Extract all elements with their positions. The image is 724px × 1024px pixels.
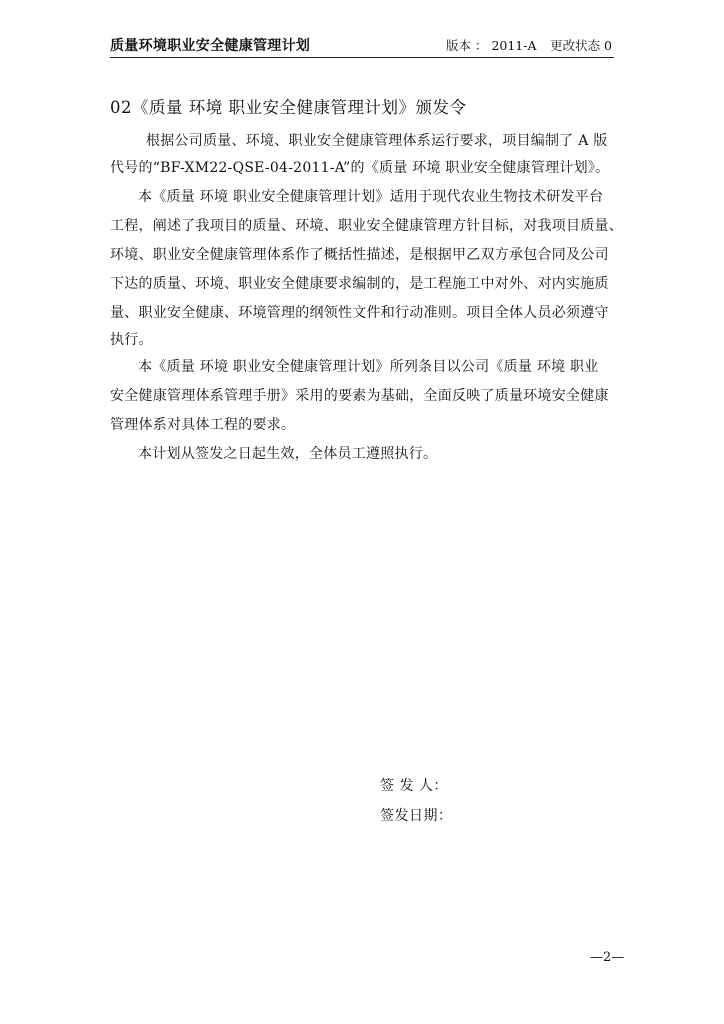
body-line-11: 管理体系对具体工程的要求。 [110, 417, 296, 433]
issue-date-label: 签发日期： [380, 808, 453, 824]
body-line-4: 工程，阐述了我项目的质量、环境、职业安全健康管理方针目标，对我项目质量、 [110, 218, 623, 234]
body-line-12: 本计划从签发之日起生效，全体员工遵照执行。 [138, 446, 438, 462]
header-version: 版本 ： 2011-A [446, 38, 537, 53]
header-status: 更改状态 0 [550, 38, 612, 53]
body-line-3: 本《质量 环境 职业安全健康管理计划》适用于现代农业生物技术研发平台 [138, 189, 604, 205]
body-line-2: 代号的“BF-XM22-QSE-04-2011-A”的《质量 环境 职业安全健康管理计划》。 [110, 160, 610, 176]
body-line-6: 下达的质量、环境、职业安全健康要求编制的，是工程施工中对外、对内实施质 [110, 276, 609, 292]
body-line-10: 安全健康管理体系管理手册》采用的要素为基础，全面反映了质量环境安全健康 [110, 388, 609, 404]
body-line-8: 执行。 [110, 332, 153, 348]
page-number: —2— [590, 950, 625, 965]
issuer-label: 签 发 人： [380, 778, 448, 794]
body-line-5: 环境、职业安全健康管理体系作了概括性描述，是根据甲乙双方承包合同及公司 [110, 247, 609, 263]
page-header [110, 34, 614, 56]
header-title: 质量环境职业安全健康管理计划 [110, 38, 311, 54]
document-heading: 02《质量 环境 职业安全健康管理计划》颁发令 [110, 98, 467, 117]
header-divider [110, 57, 614, 58]
body-line-7: 量、职业安全健康、环境管理的纲领性文件和行动准则。项目全体人员必须遵守 [110, 305, 609, 321]
body-line-1: 根据公司质量、环境、职业安全健康管理体系运行要求，项目编制了 A 版 [146, 133, 608, 149]
body-line-9: 本《质量 环境 职业安全健康管理计划》所列条目以公司《质量 环境 职业 [138, 359, 599, 375]
